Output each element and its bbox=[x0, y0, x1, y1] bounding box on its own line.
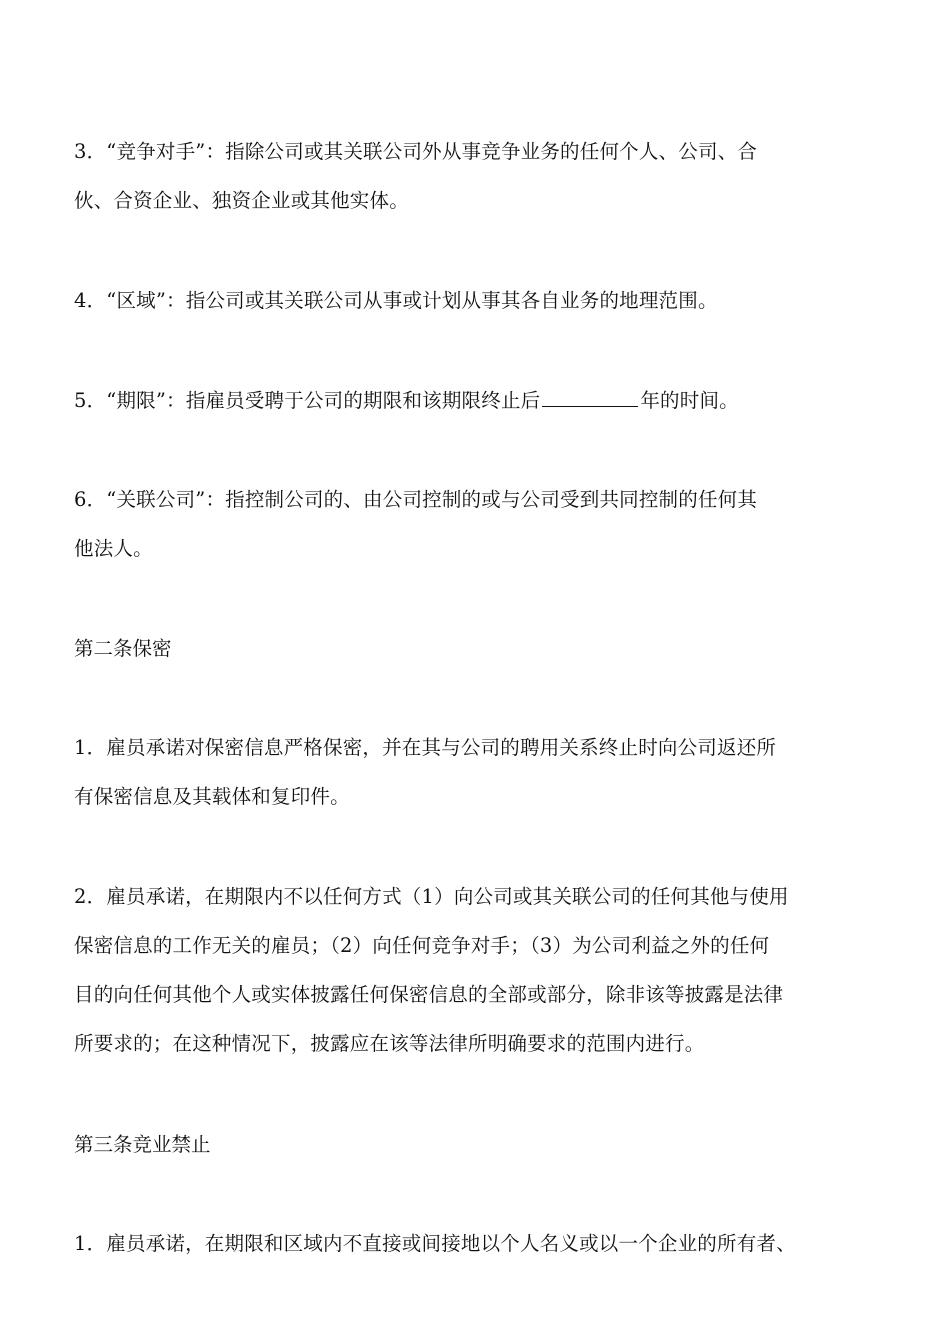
text-line: 所要求的；在这种情况下，披露应在该等法律所明确要求的范围内进行。 bbox=[74, 1032, 705, 1055]
text-line: 1．雇员承诺，在期限和区域内不直接或间接地以个人名义或以一个企业的所有者、 bbox=[74, 1232, 796, 1255]
text-line: 他法人。 bbox=[74, 537, 153, 560]
text-line: 4．“区域”：指公司或其关联公司从事或计划从事其各自业务的地理范围。 bbox=[74, 289, 718, 312]
text-line bbox=[74, 376, 879, 425]
text-line: 伙、合资企业、独资企业或其他实体。 bbox=[74, 189, 409, 212]
text-line: 保密信息的工作无关的雇员；（2）向任何竞争对手；（3）为公司利益之外的任何 bbox=[74, 934, 770, 957]
article-3-paragraph-1 bbox=[74, 1219, 879, 1268]
article-3-title: 第三条竞业禁止 bbox=[74, 1133, 211, 1156]
text-line: 1．雇员承诺对保密信息严格保密，并在其与公司的聘用关系终止时向公司返还所 bbox=[74, 736, 777, 759]
term-text-after: 年的时间。 bbox=[640, 389, 739, 412]
article-2-paragraph-2 bbox=[74, 872, 879, 1068]
text-line: 2．雇员承诺，在期限内不以任何方式（1）向公司或其关联公司的任何其他与使用 bbox=[74, 885, 789, 908]
term-text-before: 5．“期限”：指雇员受聘于公司的期限和该期限终止后 bbox=[74, 389, 541, 412]
text-line: 目的向任何其他个人或实体披露任何保密信息的全部或部分，除非该等披露是法律 bbox=[74, 983, 784, 1006]
definition-term bbox=[74, 376, 879, 425]
text-line: 6．“关联公司”：指控制公司的、由公司控制的或与公司受到共同控制的任何其 bbox=[74, 488, 758, 511]
definition-affiliate bbox=[74, 475, 879, 573]
definition-region bbox=[74, 276, 879, 325]
article-2-paragraph-1 bbox=[74, 723, 879, 821]
fill-in-blank bbox=[542, 388, 638, 407]
text-line: 3．“竞争对手”：指除公司或其关联公司外从事竞争业务的任何个人、公司、合 bbox=[74, 140, 758, 163]
text-line: 有保密信息及其载体和复印件。 bbox=[74, 785, 350, 808]
definition-competitor bbox=[74, 127, 879, 225]
article-2-title: 第二条保密 bbox=[74, 637, 172, 660]
